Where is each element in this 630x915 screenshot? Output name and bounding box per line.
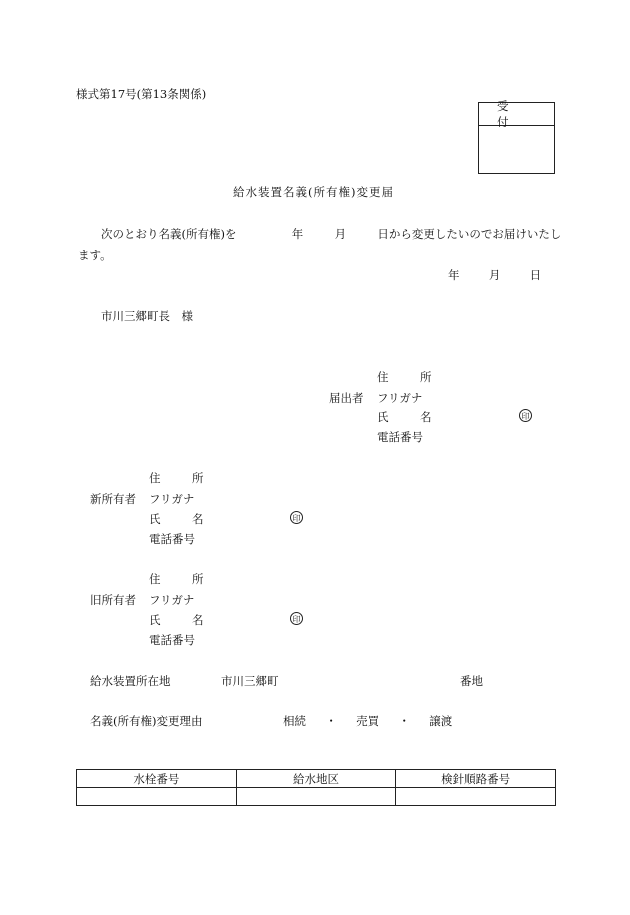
old-owner-name-label: 氏 名 <box>149 613 214 627</box>
location-label: 給水装置所在地 <box>90 674 171 688</box>
reason-separator: ・ <box>398 714 410 728</box>
table-header-row <box>77 770 556 788</box>
new-owner-label: 新所有者 <box>90 492 136 506</box>
reason-option-sale[interactable]: 売買 <box>356 714 380 728</box>
location-town: 市川三郷町 <box>221 674 279 688</box>
location-banchi: 番地 <box>460 674 483 688</box>
date-day: 日 <box>529 268 542 282</box>
receipt-stamp-area[interactable] <box>479 126 554 173</box>
date-month: 月 <box>488 268 501 282</box>
form-title: 給水装置名義(所有権)変更届 <box>233 185 394 199</box>
reason-option-transfer[interactable]: 譲渡 <box>429 714 453 728</box>
cell-reading-route-number[interactable] <box>396 788 556 806</box>
cell-tap-number[interactable] <box>77 788 237 806</box>
reason-separator: ・ <box>325 714 337 728</box>
header-supply-district: 給水地区 <box>236 770 396 788</box>
body-day-suffix: 日から変更したいのでお届けいたし <box>377 227 562 241</box>
date-year: 年 <box>448 268 460 282</box>
reason-options <box>283 713 452 729</box>
meter-info-table <box>76 769 556 806</box>
date-line <box>448 267 541 283</box>
body-year: 年 <box>291 227 304 241</box>
receipt-label: 受付 <box>479 103 554 126</box>
header-reading-route-number: 検針順路番号 <box>396 770 556 788</box>
notifier-name-label: 氏 名 <box>377 410 442 424</box>
reason-option-inheritance[interactable]: 相続 <box>283 714 306 728</box>
new-owner-seal-mark: 印 <box>290 511 303 524</box>
notifier-seal-mark: 印 <box>519 409 532 422</box>
old-owner-furigana-label: フリガナ <box>149 593 195 607</box>
new-owner-furigana-label: フリガナ <box>149 492 195 506</box>
reason-label: 名義(所有権)変更理由 <box>90 714 203 728</box>
body-line-2: ます。 <box>78 248 112 262</box>
receipt-stamp-box <box>478 99 555 174</box>
body-line-1 <box>101 226 561 242</box>
old-owner-address-label: 住 所 <box>149 572 214 586</box>
body-prefix: 次のとおり名義(所有権)を <box>101 227 237 241</box>
notifier-phone-label: 電話番号 <box>377 430 423 444</box>
body-month: 月 <box>334 227 347 241</box>
new-owner-phone-label: 電話番号 <box>149 532 195 546</box>
table-row <box>77 788 556 806</box>
header-tap-number: 水栓番号 <box>77 770 237 788</box>
old-owner-seal-mark: 印 <box>290 612 303 625</box>
old-owner-phone-label: 電話番号 <box>149 633 195 647</box>
new-owner-name-label: 氏 名 <box>149 512 214 526</box>
cell-supply-district[interactable] <box>236 788 396 806</box>
notifier-address-label: 住 所 <box>377 370 442 384</box>
old-owner-label: 旧所有者 <box>90 593 136 607</box>
notifier-label: 届出者 <box>329 391 364 405</box>
form-number: 様式第17号(第13条関係) <box>76 87 207 101</box>
new-owner-address-label: 住 所 <box>149 471 214 485</box>
notifier-furigana-label: フリガナ <box>377 391 423 405</box>
addressee: 市川三郷町長 様 <box>101 309 193 323</box>
